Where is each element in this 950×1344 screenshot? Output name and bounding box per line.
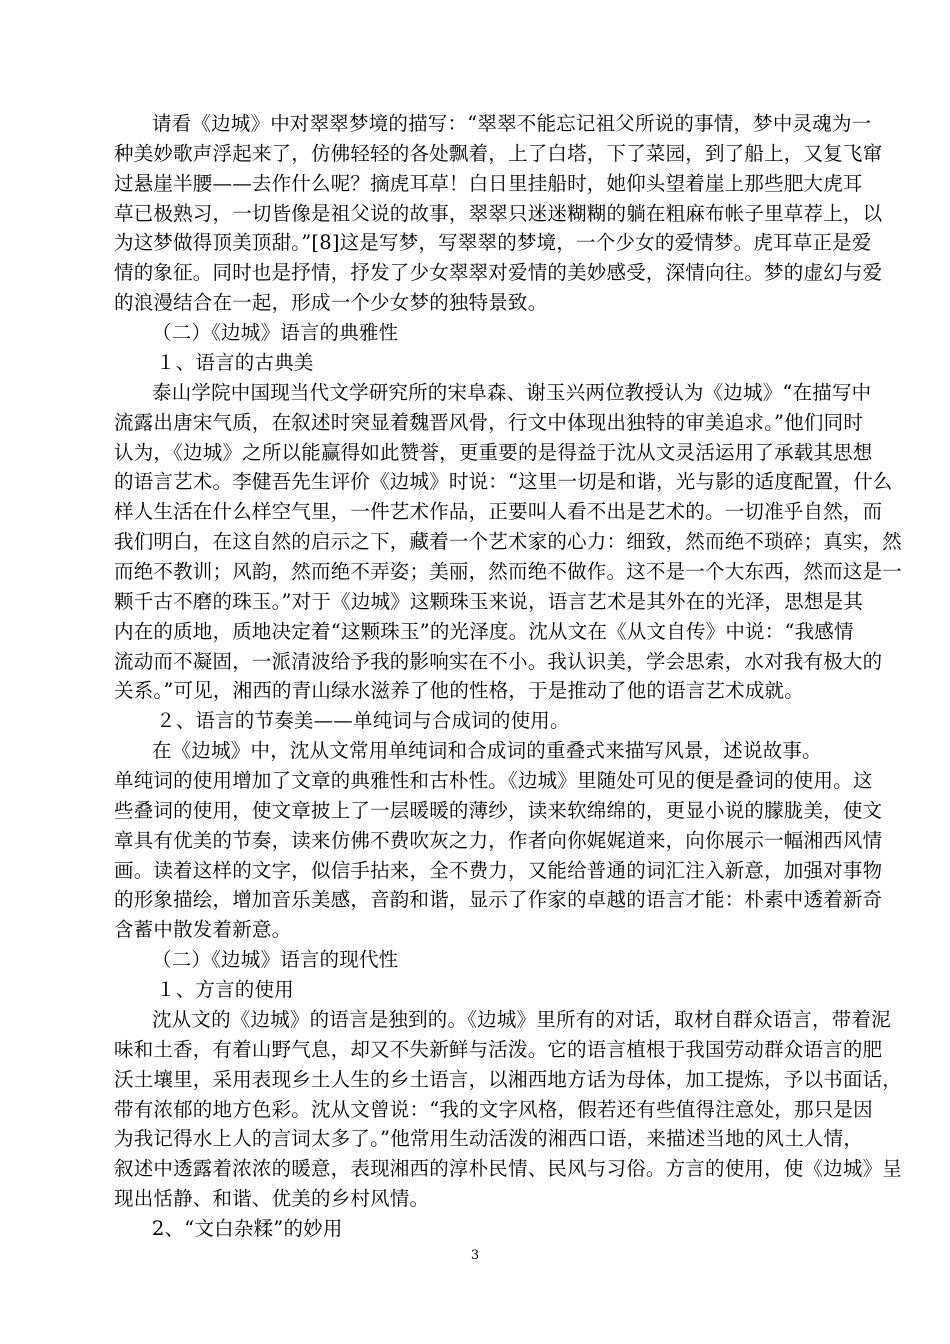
- paragraph-line: 些叠词的使用，使文章披上了一层暖暖的薄纱，读来软绵绵的，更显小说的朦胧美，使文: [114, 799, 883, 822]
- paragraph-line: 颗千古不磨的珠玉。”对于《边城》这颗珠玉来说，语言艺术是其外在的光泽，思想是其: [114, 590, 864, 613]
- page-number: 3: [470, 1248, 480, 1263]
- paragraph-line: 味和土香，有着山野气息，却又不失新鲜与活泼。它的语言植根于我国劳动群众语言的肥: [114, 1038, 883, 1061]
- paragraph-line: 沃土壤里，采用表现乡土人生的乡土语言，以湘西地方话为母体，加工提炼，予以书面话，: [114, 1068, 903, 1091]
- paragraph-line: 样人生活在什么样空气里，一件艺术作品，正要叫人看不出是艺术的。一切准乎自然，而: [114, 500, 883, 523]
- paragraph-line: 的浪漫结合在一起，形成一个少女梦的独特景致。: [114, 291, 548, 314]
- subsection-heading: １、方言的使用: [156, 978, 294, 1001]
- paragraph-line: 我们明白，在这自然的启示之下，藏着一个艺术家的心力：细致，然而绝不琐碎；真实，然: [114, 530, 903, 553]
- paragraph-line: 的语言艺术。李健吾先生评价《边城》时说：“这里一切是和谐，光与影的适度配置，什么: [114, 470, 893, 493]
- paragraph-line: 画。读着这样的文字，似信手拈来，全不费力，又能给普通的词汇注入新意，加强对事物: [114, 859, 883, 882]
- paragraph-line: 泰山学院中国现当代文学研究所的宋阜森、谢玉兴两位教授认为《边城》“在描写中: [152, 381, 872, 404]
- paragraph-line: 请看《边城》中对翠翠梦境的描写：“翠翠不能忘记祖父所说的事情，梦中灵魂为一: [152, 112, 872, 135]
- paragraph-line: 流动而不凝固，一派清波给予我的影响实在不小。我认识美，学会思索，水对我有极大的: [114, 650, 883, 673]
- paragraph-line: 在《边城》中，沈从文常用单纯词和合成词的重叠式来描写风景，述说故事。: [152, 739, 822, 762]
- paragraph-line: 叙述中透露着浓浓的暖意，表现湘西的淳朴民情、民风与习俗。方言的使用，使《边城》呈: [114, 1157, 903, 1180]
- paragraph-line: 章具有优美的节奏，读来仿佛不费吹灰之力，作者向你娓娓道来，向你展示一幅湘西风情: [114, 829, 883, 852]
- paragraph-line: 内在的质地，质地决定着“这颗珠玉”的光泽度。沈从文在《从文自传》中说：“我感情: [114, 620, 854, 643]
- paragraph-line: 为我记得水上人的言词太多了。”他常用生动活泼的湘西口语，来描述当地的风土人情，: [114, 1127, 864, 1150]
- paragraph-line: 过悬崖半腰——去作什么呢？摘虎耳草！白日里挂船时，她仰头望着崖上那些肥大虎耳: [114, 172, 863, 195]
- paragraph-line: 现出恬静、和谐、优美的乡村风情。: [114, 1187, 430, 1210]
- subsection-heading: ２、语言的节奏美——单纯词与合成词的使用。: [156, 709, 570, 732]
- section-heading: （二）《边城》语言的典雅性: [152, 321, 399, 344]
- paragraph-line: 单纯词的使用增加了文章的典雅性和古朴性。《边城》里随处可见的便是叠词的使用。这: [114, 769, 873, 792]
- section-heading: （二）《边城》语言的现代性: [152, 948, 399, 971]
- paragraph-line: 流露出唐宋气质，在叙述时突显着魏晋风骨，行文中体现出独特的审美追求。”他们同时: [114, 411, 864, 434]
- paragraph-line: 认为，《边城》之所以能赢得如此赞誉，更重要的是得益于沈从文灵活运用了承载其思想: [114, 441, 873, 464]
- subsection-heading: 2、“文白杂糅”的妙用: [152, 1217, 343, 1240]
- paragraph-line: 的形象描绘，增加音乐美感，音韵和谐，显示了作家的卓越的语言才能：朴素中透着新奇: [114, 888, 883, 911]
- paragraph-line: 为这梦做得顶美顶甜。”[8]这是写梦，写翠翠的梦境，一个少女的爱情梦。虎耳草正是爱: [114, 231, 872, 254]
- paragraph-line: 草已极熟习，一切皆像是祖父说的故事，翠翠只迷迷糊糊的躺在粗麻布帐子里草荐上，以: [114, 202, 883, 225]
- paragraph-line: 带有浓郁的地方色彩。沈从文曾说：“我的文字风格，假若还有些值得注意处，那只是因: [114, 1098, 873, 1121]
- paragraph-line: 种美妙歌声浮起来了，仿佛轻轻的各处飘着，上了白塔，下了菜园，到了船上，又复飞窜: [114, 142, 883, 165]
- paragraph-line: 情的象征。同时也是抒情，抒发了少女翠翠对爱情的美妙感受，深情向往。梦的虚幻与爱: [114, 261, 883, 284]
- paragraph-line: 关系。”可见，湘西的青山绿水滋养了他的性格，于是推动了他的语言艺术成就。: [114, 679, 804, 702]
- paragraph-line: 含蓄中散发着新意。: [114, 918, 292, 941]
- paragraph-line: 而绝不教训；风韵，然而绝不弄姿；美丽，然而绝不做作。这不是一个大东西，然而这是一: [114, 560, 903, 583]
- paragraph-line: 沈从文的《边城》的语言是独到的。《边城》里所有的对话，取材自群众语言，带着泥: [152, 1008, 891, 1031]
- subsection-heading: １、语言的古典美: [156, 351, 314, 374]
